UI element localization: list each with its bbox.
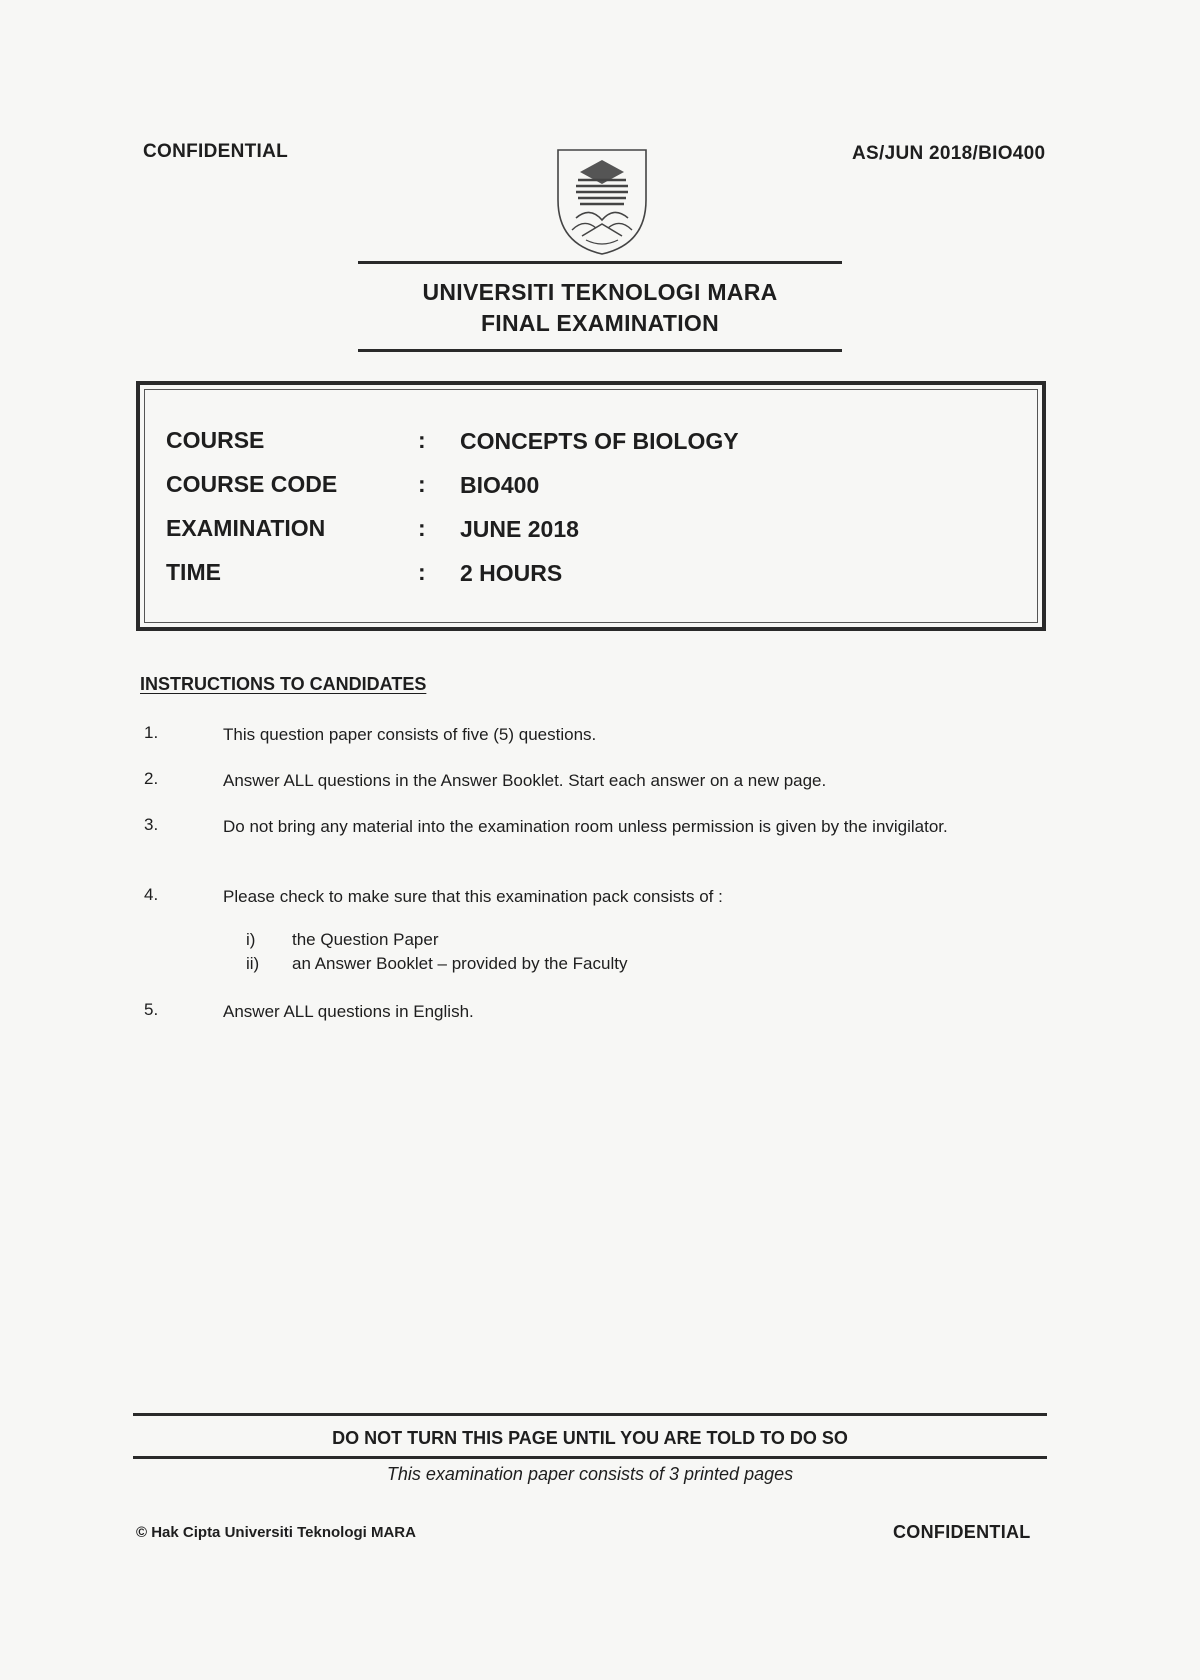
copyright-notice: © Hak Cipta Universiti Teknologi MARA <box>136 1524 416 1541</box>
course-code-value: BIO400 <box>460 472 540 498</box>
instruction-1-text: This question paper consists of five (5) questions. <box>223 725 597 744</box>
footer-bottom-rule <box>133 1456 1047 1459</box>
university-crest-icon <box>552 144 652 258</box>
instruction-1-number: 1. <box>144 723 159 742</box>
instruction-5-number: 5. <box>144 1000 159 1019</box>
course-value: CONCEPTS OF BIOLOGY <box>460 428 739 454</box>
examination-colon: : <box>418 515 426 541</box>
course-code-colon: : <box>418 471 426 497</box>
title-bottom-rule <box>358 349 842 352</box>
footer-confidential: CONFIDENTIAL <box>893 1522 1031 1542</box>
crest-svg <box>552 144 652 258</box>
time-value: 2 HOURS <box>460 560 563 586</box>
course-colon: : <box>418 427 426 453</box>
instruction-3-text: Do not bring any material into the examination room unless permission is given by the invigilator. <box>223 817 948 836</box>
title-top-rule <box>358 261 842 264</box>
instruction-4-sub-i-text: the Question Paper <box>292 930 439 949</box>
instruction-4-text: Please check to make sure that this examination pack consists of : <box>223 887 723 906</box>
examination-label: EXAMINATION <box>166 515 326 541</box>
course-info-box-inner-border <box>144 389 1038 623</box>
header-confidential: CONFIDENTIAL <box>143 141 289 162</box>
instruction-2-text: Answer ALL questions in the Answer Booklet. Start each answer on a new page. <box>223 771 827 790</box>
instruction-4-sub-ii-number: ii) <box>246 954 260 973</box>
instruction-5-text: Answer ALL questions in English. <box>223 1002 474 1021</box>
instructions-heading: INSTRUCTIONS TO CANDIDATES <box>140 674 427 694</box>
instruction-3-number: 3. <box>144 815 159 834</box>
course-code-label: COURSE CODE <box>166 471 338 497</box>
do-not-turn-warning: DO NOT TURN THIS PAGE UNTIL YOU ARE TOLD TO DO SO <box>332 1428 848 1448</box>
time-colon: : <box>418 559 426 585</box>
time-label: TIME <box>166 559 221 585</box>
instruction-4-number: 4. <box>144 885 159 904</box>
footer-top-rule <box>133 1413 1047 1416</box>
examination-value: JUNE 2018 <box>460 516 579 542</box>
university-name: UNIVERSITI TEKNOLOGI MARA <box>422 279 778 305</box>
page-count-note: This examination paper consists of 3 printed pages <box>386 1464 794 1484</box>
course-label: COURSE <box>166 427 265 453</box>
instruction-4-sub-i-number: i) <box>246 930 256 949</box>
header-paper-code: AS/JUN 2018/BIO400 <box>852 143 1046 164</box>
course-info-box <box>136 381 1046 631</box>
exam-title: FINAL EXAMINATION <box>480 310 720 336</box>
instruction-2-number: 2. <box>144 769 159 788</box>
instruction-4-sub-ii-text: an Answer Booklet – provided by the Faculty <box>292 954 628 973</box>
